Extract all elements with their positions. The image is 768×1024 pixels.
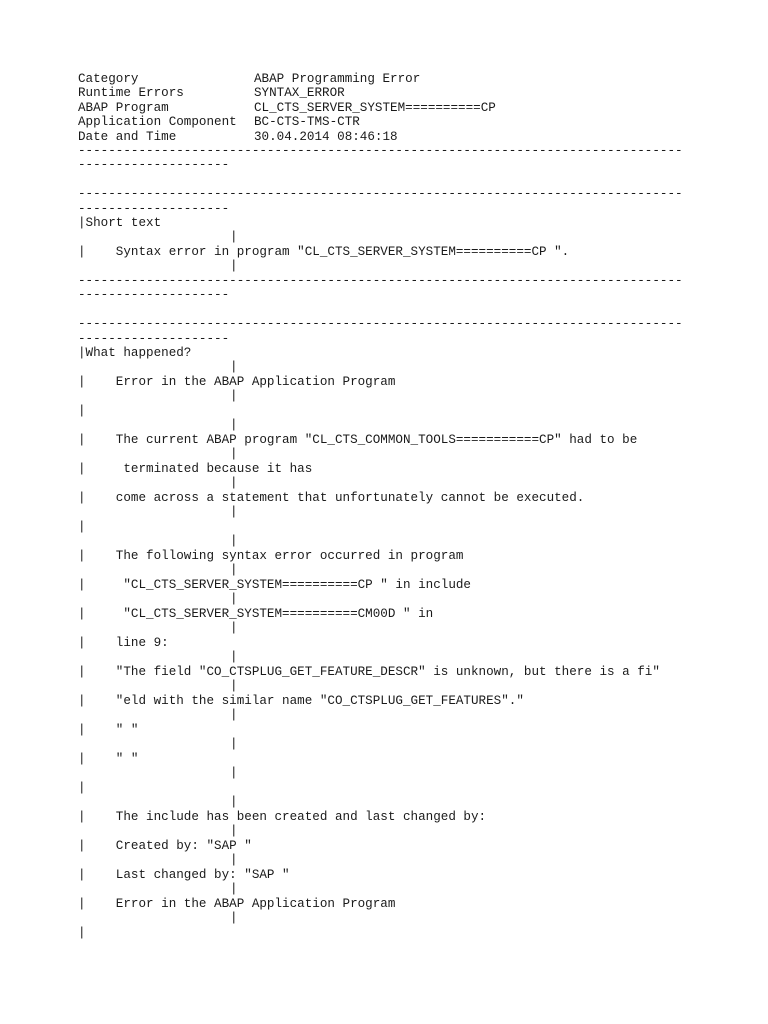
dump-line-text: | "CL_CTS_SERVER_SYSTEM==========CM00D " in xyxy=(78,607,434,622)
dump-line xyxy=(78,839,698,868)
dump-line xyxy=(78,404,698,433)
column-pipe: | xyxy=(230,447,238,462)
dump-line xyxy=(78,491,698,520)
column-pipe: | xyxy=(230,853,238,868)
dump-line xyxy=(78,752,698,781)
dump-line xyxy=(78,520,698,549)
dump-line-text: | The include has been created and last changed by: xyxy=(78,810,487,825)
short-dump-document xyxy=(78,72,698,955)
dump-line xyxy=(78,810,698,839)
column-pipe: | xyxy=(230,476,238,491)
separator-long: -------------------------------------------------------------------------------- xyxy=(78,317,683,332)
header-value-abap-program: CL_CTS_SERVER_SYSTEM==========CP xyxy=(254,100,496,115)
column-pipe: | xyxy=(230,679,238,694)
separator xyxy=(78,274,698,303)
column-pipe: | xyxy=(230,882,238,897)
dump-line-text: | Created by: "SAP " xyxy=(78,839,252,854)
column-pipe: | xyxy=(230,795,238,810)
column-pipe: | xyxy=(230,592,238,607)
column-pipe: | xyxy=(230,563,238,578)
dump-line xyxy=(78,462,698,491)
dump-line xyxy=(78,607,698,636)
syntax-error-summary: | Syntax error in program "CL_CTS_SERVER_SYSTEM==========CP ". xyxy=(78,245,570,260)
dump-line-text: | "CL_CTS_SERVER_SYSTEM==========CP " in include xyxy=(78,578,471,593)
what-happened-section-title xyxy=(78,346,698,375)
column-pipe: | xyxy=(230,737,238,752)
separator-long: -------------------------------------------------------------------------------- xyxy=(78,144,683,159)
separator xyxy=(78,187,698,216)
dump-line-text: | xyxy=(78,781,86,796)
column-pipe: | xyxy=(230,766,238,781)
dump-line-text: | come across a statement that unfortunately cannot be executed. xyxy=(78,491,585,506)
header-label-date-time: Date and Time xyxy=(78,129,177,144)
separator-short: -------------------- xyxy=(78,331,230,346)
dump-line-text: | xyxy=(78,404,86,419)
header-value-runtime-errors: SYNTAX_ERROR xyxy=(254,86,345,101)
column-pipe: | xyxy=(230,259,238,274)
dump-line-text: | "eld with the similar name "CO_CTSPLUG_GET_FEATURES"." xyxy=(78,694,524,709)
column-pipe: | xyxy=(230,360,238,375)
dump-line xyxy=(78,926,698,955)
column-pipe: | xyxy=(230,824,238,839)
short-text-section-title xyxy=(78,216,698,245)
header-value-application-component: BC-CTS-TMS-CTR xyxy=(254,115,360,130)
dump-line-text: | line 9: xyxy=(78,636,169,651)
dump-header xyxy=(78,72,698,144)
dump-line-text: | Last changed by: "SAP " xyxy=(78,868,290,883)
section-title: |Short text xyxy=(78,216,162,231)
column-pipe: | xyxy=(230,650,238,665)
short-text-line xyxy=(78,245,698,274)
dump-line-text: | " " xyxy=(78,723,139,738)
separator xyxy=(78,317,698,346)
header-value-category: ABAP Programming Error xyxy=(254,72,421,86)
column-pipe: | xyxy=(230,621,238,636)
dump-line-text: | xyxy=(78,520,86,535)
dump-line xyxy=(78,433,698,462)
dump-line-text: | Error in the ABAP Application Program xyxy=(78,375,396,390)
dump-line xyxy=(78,578,698,607)
separator-long: -------------------------------------------------------------------------------- xyxy=(78,274,683,289)
dump-line xyxy=(78,665,698,694)
dump-line xyxy=(78,897,698,926)
section-title: |What happened? xyxy=(78,346,192,361)
column-pipe: | xyxy=(230,230,238,245)
separator-short: -------------------- xyxy=(78,201,230,216)
dump-line-text: | " " xyxy=(78,752,139,767)
dump-line-text: | xyxy=(78,926,86,941)
dump-line xyxy=(78,549,698,578)
dump-line-text: | The current ABAP program "CL_CTS_COMMON_TOOLS===========CP" had to be xyxy=(78,433,638,448)
header-value-date-time: 30.04.2014 08:46:18 xyxy=(254,129,398,144)
dump-line-text: | terminated because it has xyxy=(78,462,313,477)
dump-line xyxy=(78,636,698,665)
column-pipe: | xyxy=(230,389,238,404)
dump-line xyxy=(78,868,698,897)
separator xyxy=(78,144,698,173)
dump-line-text: | "The field "CO_CTSPLUG_GET_FEATURE_DESCR" is unknown, but there is a fi" xyxy=(78,665,660,680)
separator-long: -------------------------------------------------------------------------------- xyxy=(78,187,683,202)
separator-short: -------------------- xyxy=(78,288,230,303)
header-label-abap-program: ABAP Program xyxy=(78,100,169,115)
dump-line-text: | The following syntax error occurred in program xyxy=(78,549,464,564)
column-pipe: | xyxy=(230,911,238,926)
column-pipe: | xyxy=(230,418,238,433)
dump-line xyxy=(78,694,698,723)
column-pipe: | xyxy=(230,505,238,520)
header-label-application-component: Application Component xyxy=(78,115,237,130)
dump-line xyxy=(78,375,698,404)
dump-line xyxy=(78,781,698,810)
dump-line xyxy=(78,723,698,752)
column-pipe: | xyxy=(230,708,238,723)
header-label-category: Category xyxy=(78,72,139,86)
dump-line-text: | Error in the ABAP Application Program xyxy=(78,897,396,912)
header-label-runtime-errors: Runtime Errors xyxy=(78,86,184,101)
column-pipe: | xyxy=(230,534,238,549)
separator-short: -------------------- xyxy=(78,158,230,173)
